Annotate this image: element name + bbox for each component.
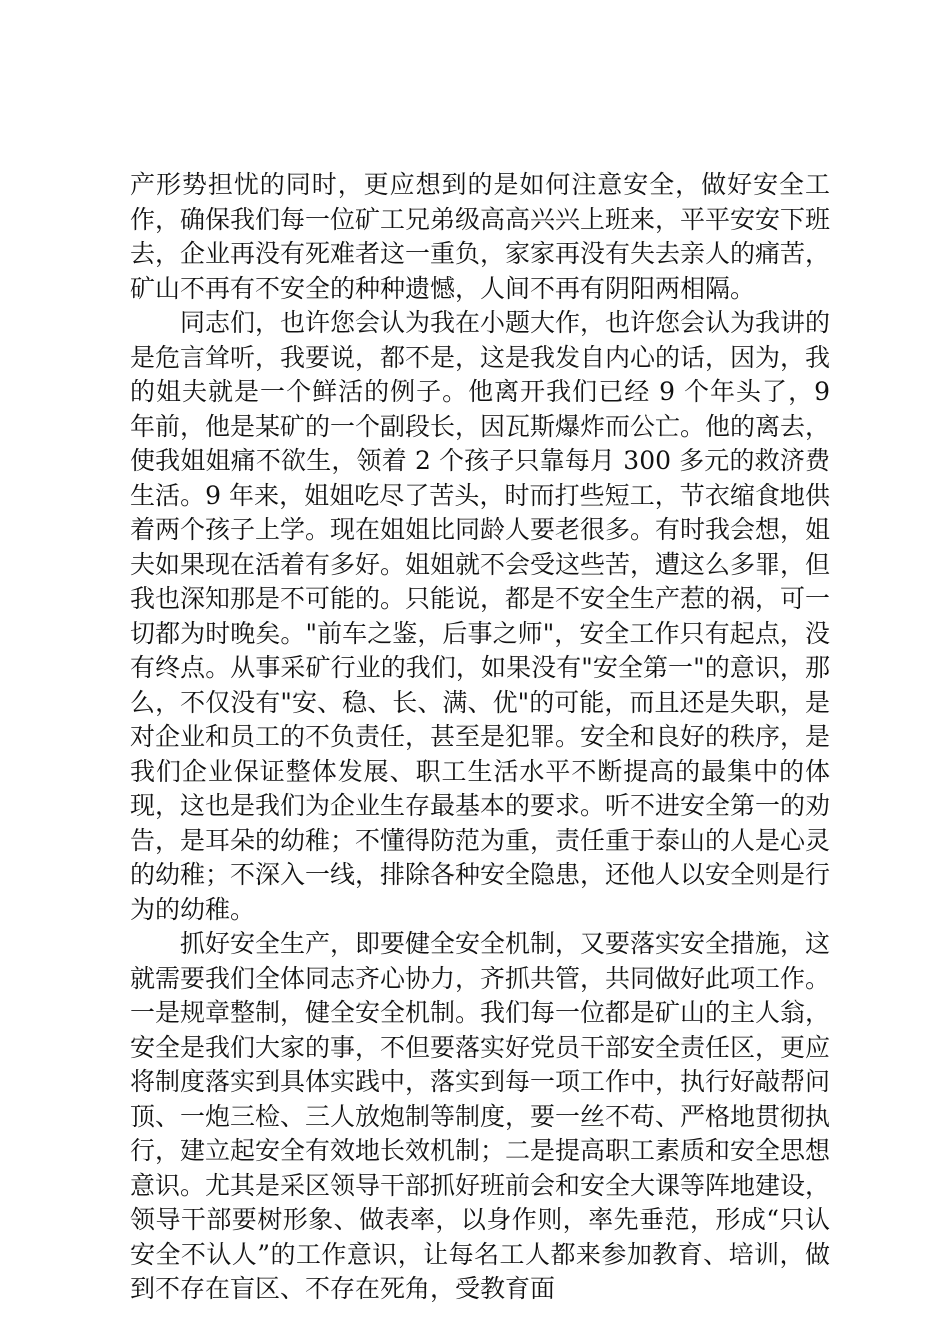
document-body xyxy=(130,168,830,1307)
paragraph-3: 抓好安全生产，即要健全安全机制，又要落实安全措施，这就需要我们全体同志齐心协力，齐抓共管，共同做好此项工作。一是规章整制，健全安全机制。我们每一位都是矿山的主人翁，安全是我们大家的事，不但要落实好党员干部安全责任区，更应将制度落实到具体实践中，落实到每一项工作中，执行好敲帮问顶、一炮三检、三人放炮制等制度，要一丝不苟、严格地贯彻执行，建立起安全有效地长效机制；二是提高职工素质和安全思想意识。尤其是采区领导干部抓好班前会和安全大课等阵地建设，领导干部要树形象、做表率，以身作则，率先垂范，形成“只认安全不认人”的工作意识，让每名工人都来参加教育、培训，做到不存在盲区、不存在死角，受教育面 xyxy=(130,929,831,1303)
paragraph-1: 产形势担忧的同时，更应想到的是如何注意安全，做好安全工作，确保我们每一位矿工兄弟级高高兴兴上班来，平平安安下班去，企业再没有死难者这一重负，家家再没有失去亲人的痛苦，矿山不再有不安全的种种遗憾，人间不再有阴阳两相隔。 xyxy=(130,170,831,303)
paragraph-2: 同志们，也许您会认为我在小题大作，也许您会认为我讲的是危言耸听，我要说，都不是，这是我发自内心的话，因为，我的姐夫就是一个鲜活的例子。他离开我们已经 9 个年头了，9 年前，他是某矿的一个副段长，因瓦斯爆炸而公亡。他的离去，使我姐姐痛不欲生，领着 2 个孩子只靠每月 300 多元的救济费生活。9 年来，姐姐吃尽了苦头，时而打些短工，节衣缩食地供着两个孩子上学。现在姐姐比同龄人要老很多。有时我会想，姐夫如果现在活着有多好。姐姐就不会受这些苦，遭这么多罪，但我也深知那是不可能的。只能说，都是不安全生产惹的祸，可一切都为时晚矣。"前车之鉴，后事之师"，安全工作只有起点，没有终点。从事采矿行业的我们，如果没有"安全第一"的意识，那么，不仅没有"安、稳、长、满、优"的可能，而且还是失职，是对企业和员工的不负责任，甚至是犯罪。安全和良好的秩序，是我们企业保证整体发展、职工生活水平不断提高的最集中的体现，这也是我们为企业生存最基本的要求。听不进安全第一的劝告，是耳朵的幼稚；不懂得防范为重，责任重于泰山的人是心灵的幼稚；不深入一线，排除各种安全隐患，还他人以安全则是行为的幼稚。 xyxy=(130,308,831,924)
